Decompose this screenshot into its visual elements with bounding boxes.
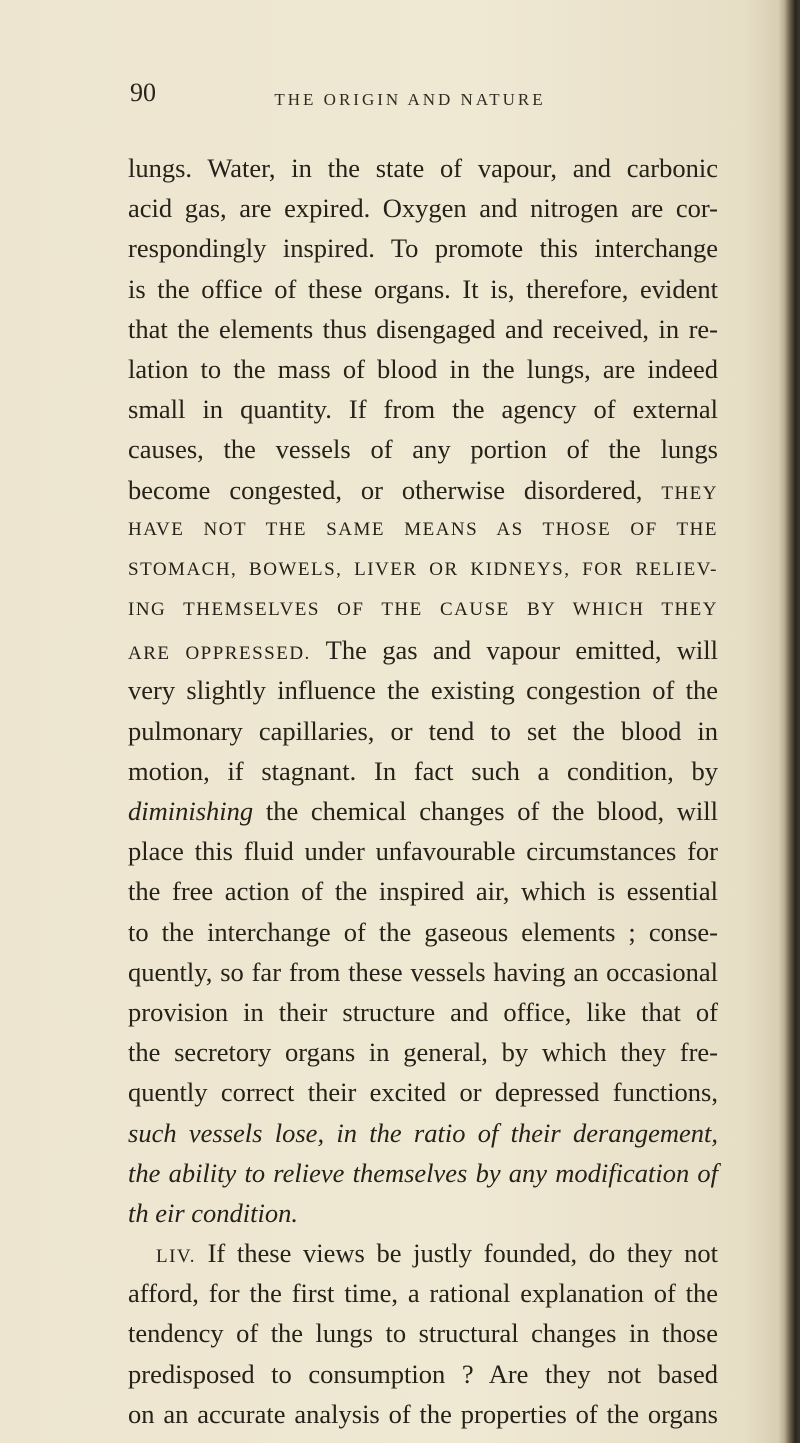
text-line: quently, so far from these vessels having an occasional	[128, 956, 718, 987]
text-line: that the elements thus disengaged and received, in re-	[128, 313, 718, 344]
small-caps-run: THEY	[661, 482, 718, 504]
text-run: become congested, or otherwise disordered,	[128, 474, 662, 505]
text-line: lation to the mass of blood in the lungs, are indeed	[128, 353, 718, 384]
text-line: tendency of the lungs to structural changes in those	[128, 1318, 718, 1349]
small-caps-run: ARE OPPRESSED.	[128, 643, 311, 665]
text-line: predisposed to consumption ? Are they not based	[128, 1358, 718, 1389]
small-caps-line: ING THEMSELVES OF THE CAUSE BY WHICH THEY	[128, 599, 718, 621]
text-line: small in quantity. If from the agency of external	[128, 394, 718, 425]
text-line	[128, 470, 718, 510]
section-number: LIV.	[156, 1246, 196, 1268]
text-line: the secretory organs in general, by which they fre-	[128, 1037, 718, 1068]
text-line: respondingly inspired. To promote this interchange	[128, 233, 718, 264]
text-line: causes, the vessels of any portion of the lungs	[128, 434, 718, 465]
text-line: very slightly influence the existing congestion of the	[128, 675, 718, 706]
italic-run: diminishing	[128, 796, 254, 826]
book-fore-edge	[784, 0, 800, 1443]
italic-line: the ability to relieve themselves by any modification of	[128, 1157, 718, 1188]
text-line: place this fluid under unfavourable circumstances for	[128, 836, 718, 867]
text-line: is the office of these organs. It is, therefore, evident	[128, 273, 718, 304]
text-line: the free action of the inspired air, which is essential	[128, 876, 718, 907]
paragraph-start-line	[128, 1233, 718, 1273]
text-line: afford, for the first time, a rational explanation of the	[128, 1278, 718, 1309]
small-caps-line: HAVE NOT THE SAME MEANS AS THOSE OF THE	[128, 518, 718, 540]
text-line: motion, if stagnant. In fact such a condition, by	[128, 755, 718, 786]
running-head: THE ORIGIN AND NATURE	[274, 90, 546, 109]
text-run: If these views be justly founded, do they not	[195, 1238, 718, 1269]
page-number: 90	[130, 78, 156, 107]
text-line: quently correct their excited or depressed functions,	[128, 1077, 718, 1108]
text-line: acid gas, are expired. Oxygen and nitrogen are cor-	[128, 193, 718, 224]
text-line: on an accurate analysis of the properties of the organs	[128, 1398, 718, 1429]
text-line: to the interchange of the gaseous elements ; conse-	[128, 916, 718, 947]
italic-line: th eir condition.	[128, 1197, 299, 1228]
italic-line: such vessels lose, in the ratio of their derangement,	[128, 1117, 718, 1148]
text-run: the chemical changes of the blood, will	[253, 796, 718, 826]
text-line	[128, 630, 718, 670]
text-line: provision in their structure and office, like that of	[128, 996, 718, 1027]
body-text	[128, 148, 718, 1434]
small-caps-line: STOMACH, BOWELS, LIVER OR KIDNEYS, FOR RELIEV-	[128, 558, 718, 580]
text-line	[128, 791, 718, 831]
text-line: lungs. Water, in the state of vapour, and carbonic	[128, 153, 718, 183]
text-run: The gas and vapour emitted, will	[310, 635, 718, 666]
text-line: pulmonary capillaries, or tend to set the blood in	[128, 715, 718, 746]
